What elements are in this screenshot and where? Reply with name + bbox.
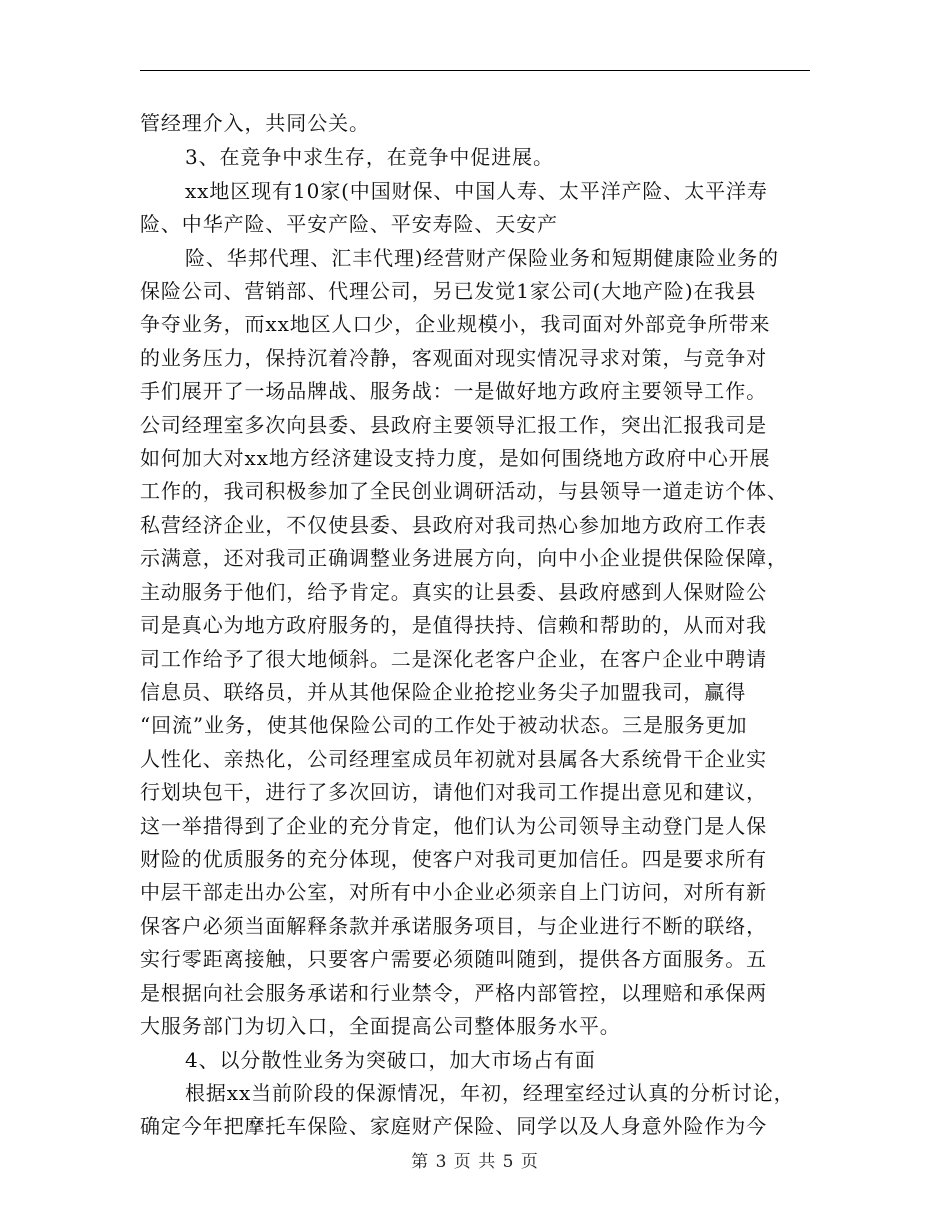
body-line: 的业务压力，保持沉着冷静，客观面对现实情况寻求对策，与竞争对 <box>140 346 767 370</box>
body-line: 保险公司、营销部、代理公司，另已发觉1家公司(大地产险)在我县 <box>140 279 757 303</box>
body-line: 主动服务于他们，给予肯定。真实的让县委、县政府感到人保财险公 <box>140 580 767 604</box>
page-number-footer: 第 3 页 共 5 页 <box>411 1152 539 1172</box>
paragraph-first-line: 根据xx当前阶段的保源情况，年初，经理室经过认真的分析讨论， <box>185 1081 795 1105</box>
section-heading: 3、在竞争中求生存，在竞争中促进展。 <box>185 145 554 169</box>
header-rule <box>140 70 810 71</box>
body-line: 公司经理室多次向县委、县政府主要领导汇报工作，突出汇报我司是 <box>140 413 767 437</box>
body-line: 险、中华产险、平安产险、平安寿险、天安产 <box>140 212 558 236</box>
body-line: 实行零距离接触，只要客户需要必须随叫随到，提供各方面服务。五 <box>140 947 767 971</box>
body-line: 争夺业务，而xx地区人口少，企业规模小，我司面对外部竞争所带来 <box>140 312 771 336</box>
body-line: 这一举措得到了企业的充分肯定，他们认为公司领导主动登门是人保 <box>140 814 767 838</box>
body-line: 司是真心为地方政府服务的，是值得扶持、信赖和帮助的，从而对我 <box>140 613 767 637</box>
body-line: 如何加大对xx地方经济建设支持力度，是如何围绕地方政府中心开展 <box>140 446 771 470</box>
body-line: 是根据向社会服务承诺和行业禁令，严格内部管控，以理赔和承保两 <box>140 981 767 1005</box>
body-line: 保客户必须当面解释条款并承诺服务项目，与企业进行不断的联络， <box>140 914 767 938</box>
body-line: 行划块包干，进行了多次回访，请他们对我司工作提出意见和建议， <box>140 780 767 804</box>
body-line: 手们展开了一场品牌战、服务战：一是做好地方政府主要领导工作。 <box>140 379 767 403</box>
body-line: 私营经济企业，不仅使县委、县政府对我司热心参加地方政府工作表 <box>140 513 767 537</box>
body-line: 中层干部走出办公室，对所有中小企业必须亲自上门访问，对所有新 <box>140 880 767 904</box>
body-line: 工作的，我司积极参加了全民创业调研活动，与县领导一道走访个体、 <box>140 479 788 503</box>
body-line: 确定今年把摩托车保险、家庭财产保险、同学以及人身意外险作为今 <box>140 1114 767 1138</box>
body-line: 司工作给予了很大地倾斜。二是深化老客户企业，在客户企业中聘请 <box>140 647 767 671</box>
body-line: 示满意，还对我司正确调整业务进展方向，向中小企业提供保险保障， <box>140 546 788 570</box>
body-line: 险、华邦代理、汇丰代理)经营财产保险业务和短期健康险业务的 <box>185 246 779 270</box>
body-line: 管经理介入，共同公关。 <box>140 111 370 135</box>
section-heading: 4、以分散性业务为突破口，加大市场占有面 <box>185 1048 596 1072</box>
body-line: 大服务部门为切入口，全面提高公司整体服务水平。 <box>140 1014 621 1038</box>
body-line: 人性化、亲热化，公司经理室成员年初就对县属各大系统骨干企业实 <box>140 747 767 771</box>
paragraph-first-line: xx地区现有10家(中国财保、中国人寿、太平洋产险、太平洋寿 <box>185 179 768 203</box>
body-line: “回流”业务，使其他保险公司的工作处于被动状态。三是服务更加 <box>140 713 748 737</box>
body-line: 信息员、联络员，并从其他保险企业抢挖业务尖子加盟我司，赢得 <box>140 680 747 704</box>
body-line: 财险的优质服务的充分体现，使客户对我司更加信任。四是要求所有 <box>140 847 767 871</box>
